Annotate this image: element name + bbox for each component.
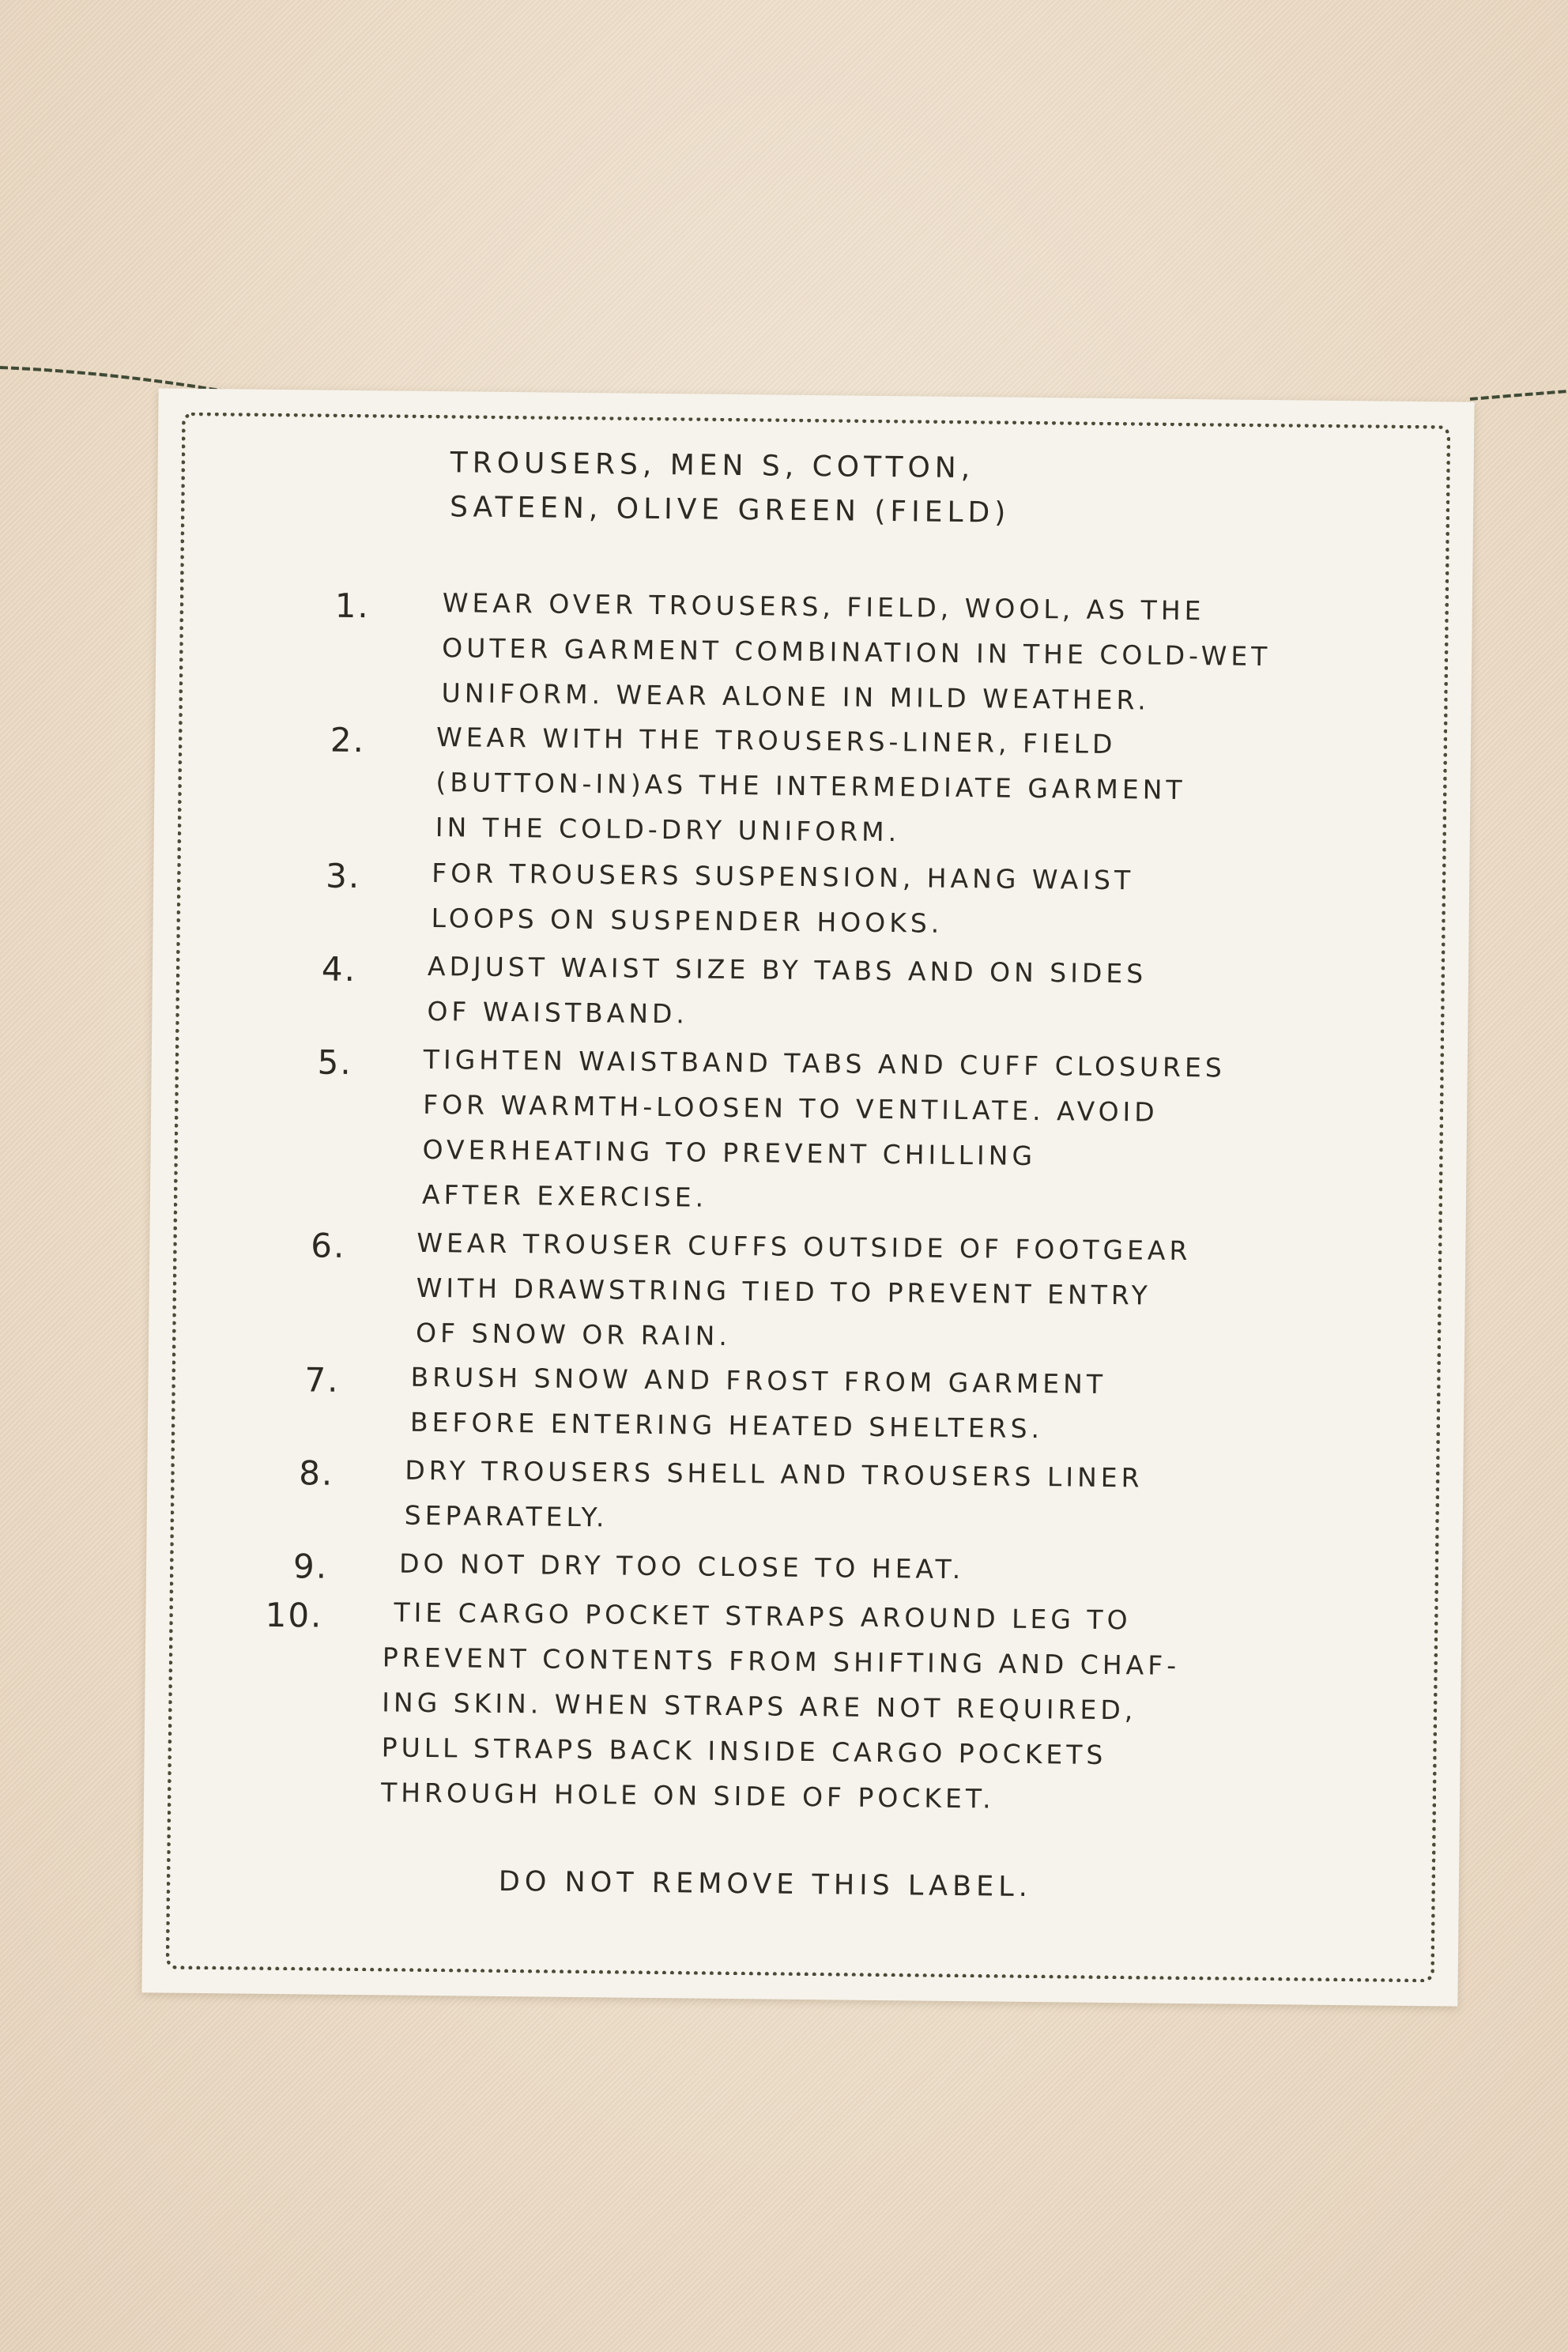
instruction-line: DO NOT DRY TOO CLOSE TO HEAT. xyxy=(398,1547,965,1585)
instruction-item xyxy=(155,718,1471,848)
label-title-line: SATEEN, OLIVE GREEN (FIELD) xyxy=(449,491,1011,530)
instruction-item xyxy=(146,1545,1462,1586)
instruction-item xyxy=(146,1594,1462,1815)
instruction-line: SEPARATELY. xyxy=(404,1499,609,1533)
instruction-item xyxy=(152,1041,1468,1213)
instruction-line: FOR TROUSERS SUSPENSION, HANG WAIST xyxy=(432,857,1135,896)
instruction-line: OF SNOW OR RAIN. xyxy=(415,1317,732,1351)
instruction-line: BEFORE ENTERING HEATED SHELTERS. xyxy=(409,1406,1044,1445)
instruction-number: 6. xyxy=(310,1226,346,1265)
instruction-line: OVERHEATING TO PREVENT CHILLING xyxy=(422,1133,1037,1172)
instruction-number: 4. xyxy=(321,949,357,989)
instruction-line: TIE CARGO POCKET STRAPS AROUND LEG TO xyxy=(394,1596,1132,1636)
instruction-line: ING SKIN. WHEN STRAPS ARE NOT REQUIRED, xyxy=(382,1687,1137,1726)
instruction-line: DRY TROUSERS SHELL AND TROUSERS LINER xyxy=(405,1454,1144,1494)
instruction-item xyxy=(149,1359,1464,1445)
instruction-line: PREVENT CONTENTS FROM SHIFTING AND CHAF- xyxy=(382,1642,1181,1681)
instruction-line: TIGHTEN WAISTBAND TABS AND CUFF CLOSURES xyxy=(423,1043,1226,1084)
instruction-line: ADJUST WAIST SIZE BY TABS AND ON SIDES xyxy=(427,950,1148,989)
instruction-item xyxy=(148,1452,1464,1533)
instruction-line: WEAR TROUSER CUFFS OUTSIDE OF FOOTGEAR xyxy=(416,1227,1192,1267)
instruction-line: (BUTTON-IN)AS THE INTERMEDIATE GARMENT xyxy=(435,767,1186,805)
instruction-number: 7. xyxy=(304,1360,340,1400)
instruction-item xyxy=(150,1224,1466,1351)
instruction-line: FOR WARMTH-LOOSEN TO VENTILATE. AVOID xyxy=(423,1088,1159,1128)
instruction-item xyxy=(153,948,1468,1030)
instruction-number: 2. xyxy=(330,720,366,760)
instruction-line: PULL STRAPS BACK INSIDE CARGO POCKETS xyxy=(381,1732,1107,1770)
instruction-line: THROUGH HOLE ON SIDE OF POCKET. xyxy=(380,1777,995,1815)
label-title-line: TROUSERS, MEN S, COTTON, xyxy=(450,447,975,485)
instruction-line: BRUSH SNOW AND FROST FROM GARMENT xyxy=(410,1361,1107,1400)
instruction-number: 1. xyxy=(334,586,371,626)
label-footer: DO NOT REMOVE THIS LABEL. xyxy=(498,1865,1033,1904)
instruction-item xyxy=(153,854,1469,939)
instruction-line: UNIFORM. WEAR ALONE IN MILD WEATHER. xyxy=(441,677,1150,716)
instruction-line: AFTER EXERCISE. xyxy=(421,1178,708,1213)
instruction-number: 5. xyxy=(317,1042,353,1082)
instruction-number: 9. xyxy=(292,1547,329,1586)
instruction-item xyxy=(156,584,1472,716)
instruction-line: IN THE COLD-DRY UNIFORM. xyxy=(435,812,901,848)
instruction-line: OF WAISTBAND. xyxy=(427,995,689,1030)
instruction-number: 3. xyxy=(325,856,361,896)
care-instruction-label xyxy=(141,388,1474,2006)
instruction-line: WEAR OVER TROUSERS, FIELD, WOOL, AS THE xyxy=(442,587,1205,627)
instruction-line: OUTER GARMENT COMBINATION IN THE COLD-WET xyxy=(442,632,1272,673)
instruction-line: WEAR WITH THE TROUSERS-LINER, FIELD xyxy=(435,722,1117,760)
instruction-line: WITH DRAWSTRING TIED TO PREVENT ENTRY xyxy=(416,1272,1152,1311)
instruction-line: LOOPS ON SUSPENDER HOOKS. xyxy=(431,902,944,939)
instruction-number: 8. xyxy=(298,1453,334,1493)
label-text-block xyxy=(141,388,1474,2006)
instruction-number: 10. xyxy=(265,1595,323,1635)
